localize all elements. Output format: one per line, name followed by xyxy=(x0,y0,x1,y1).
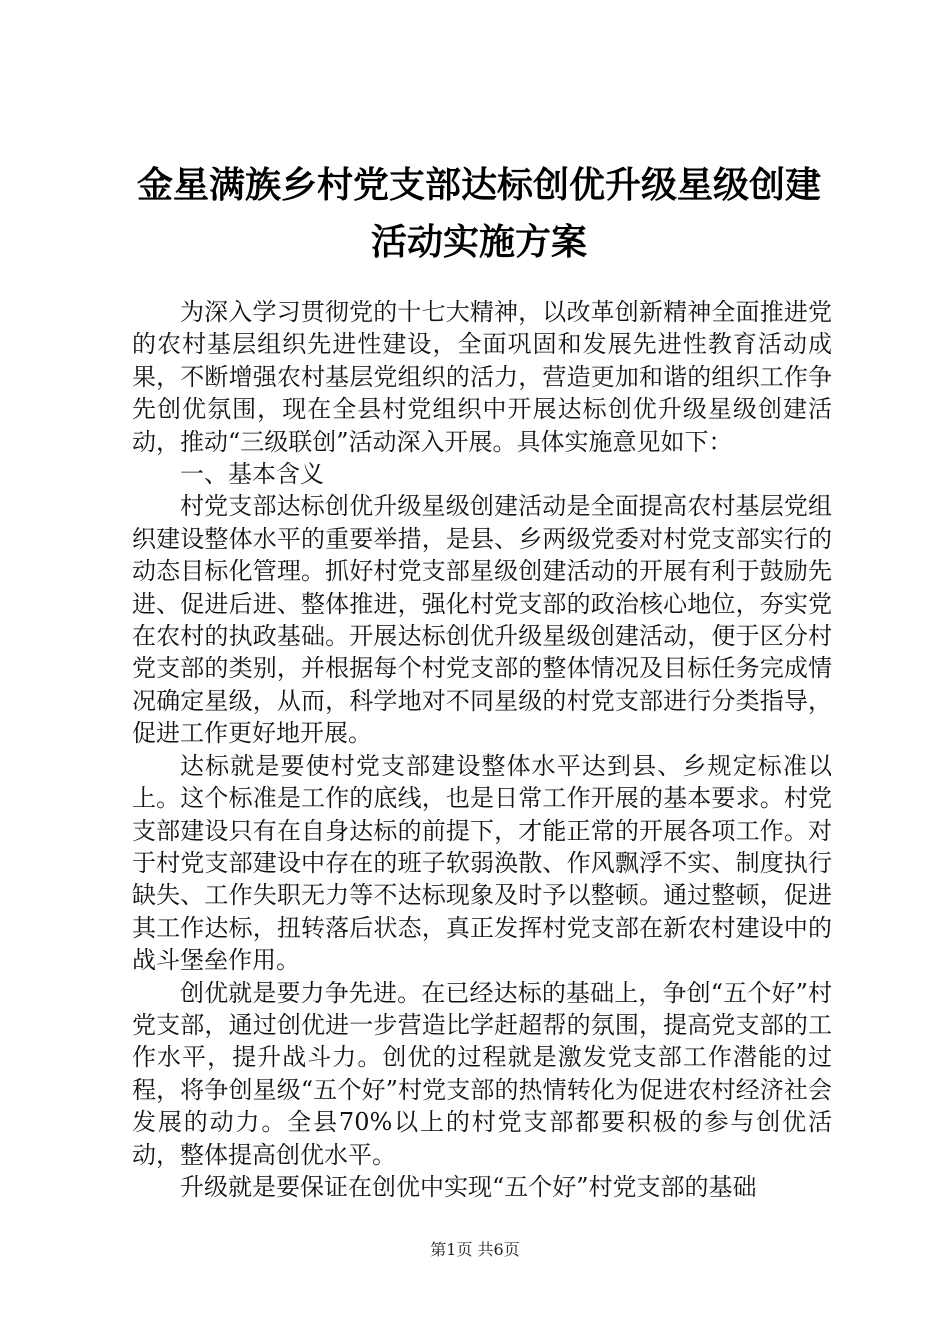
paragraph-meeting-standard: 达标就是要使村党支部建设整体水平达到县、乡规定标准以上。这个标准是工作的底线，也是日常工作开展的基本要求。村党支部建设只有在自身达标的前提下，才能正常的开展各项工作。对于村党支部建设中存在的班子软弱涣散、作风飘浮不实、制度执行缺失、工作失职无力等不达标现象及时予以整顿。通过整顿，促进其工作达标，扭转落后状态，真正发挥村党支部在新农村建设中的战斗堡垒作用。 xyxy=(132,751,832,975)
paragraph-upgrading: 升级就是要保证在创优中实现“五个好”村党支部的基础 xyxy=(180,1172,757,1201)
paragraph-striving-excellence: 创优就是要力争先进。在已经达标的基础上，争创“五个好”村党支部，通过创优进一步营造比学赶超帮的氛围，提高党支部的工作水平，提升战斗力。创优的过程就是激发党支部工作潜能的过程，将争创星级“五个好”村党支部的热情转化为促进农村经济社会发展的动力。全县70%以上的村党支部都要积极的参与创优活动，整体提高创优水平。 xyxy=(132,978,832,1169)
paragraph-intro: 为深入学习贯彻党的十七大精神，以改革创新精神全面推进党的农村基层组织先进性建设，全面巩固和发展先进性教育活动成果，不断增强农村基层党组织的活力，营造更加和谐的组织工作争先创优氛围，现在全县村党组织中开展达标创优升级星级创建活动，推动“三级联创”活动深入开展。具体实施意见如下： xyxy=(132,298,832,456)
document-title: 金星满族乡村党支部达标创优升级星级创建活动实施方案 xyxy=(136,165,821,263)
paragraph-activity-overview: 村党支部达标创优升级星级创建活动是全面提高农村基层党组织建设整体水平的重要举措，是县、乡两级党委对村党支部实行的动态目标化管理。抓好村党支部星级创建活动的开展有利于鼓励先进、促进后进、整体推进，强化村党支部的政治核心地位，夯实党在农村的执政基础。开展达标创优升级星级创建活动，便于区分村党支部的类别，并根据每个村党支部的整体情况及目标任务完成情况确定星级，从而，科学地对不同星级的村党支部进行分类指导，促进工作更好地开展。 xyxy=(132,492,832,748)
section-heading-basic-meaning: 一、基本含义 xyxy=(180,460,324,489)
document-body xyxy=(132,296,832,1203)
page-number-footer: 第1页 共6页 xyxy=(430,1240,520,1259)
